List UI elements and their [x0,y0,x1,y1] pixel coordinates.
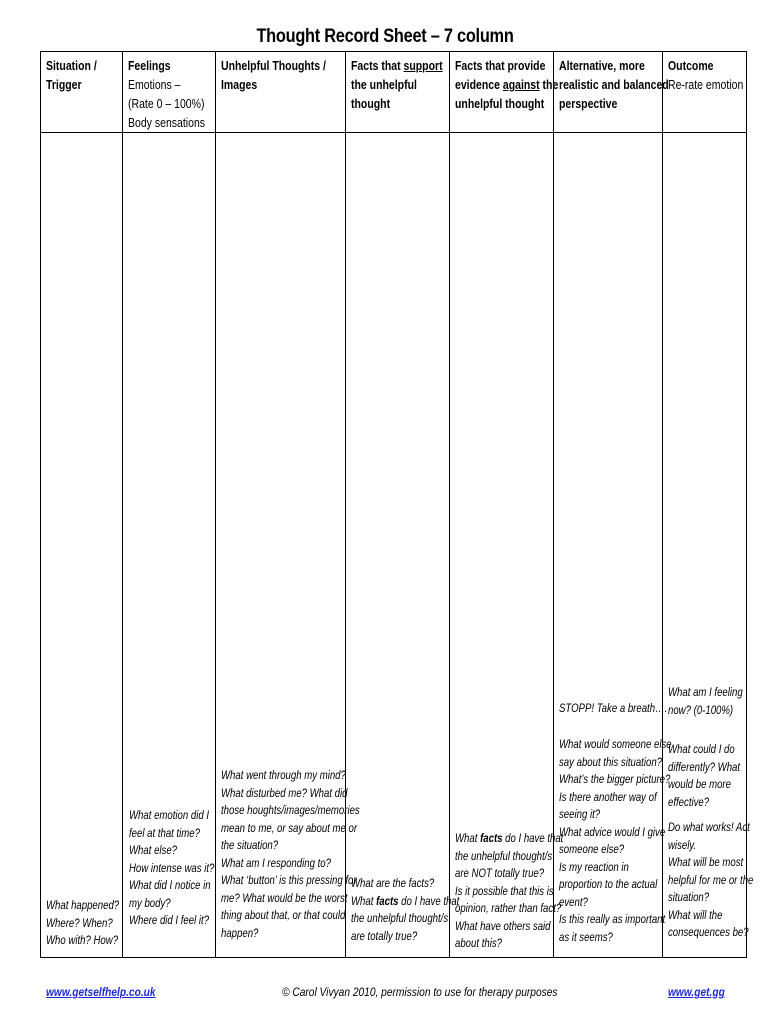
prompt-unhelpful-thoughts: What went through my mind? What disturbed me? What did those houghts/images/memories mean to me, or say about me or the situation? What am I responding to? What ‘button’ is this pressing for me? What would be the worst thing about that, or that could happen? [221,768,360,940]
stop-prompt: STOPP! Take a breath…. [559,701,668,715]
prompt-situation: What happened? Where? When? Who with? How? [46,898,120,947]
column-heading-alternative: Alternative, more realistic and balanced perspective [559,59,669,111]
prompt-feelings: What emotion did I feel at that time? What else? How intense was it? What did I notice in my body? Where did I feel it? [129,808,215,927]
prompt-facts-support: What are the facts? What facts do I have that the unhelpful thought/s are totally true? [351,876,460,943]
column-divider [449,52,450,957]
column-heading-unhelpful-thoughts: Unhelpful Thoughts / Images [221,59,326,92]
prompt-outcome-rerate: What am I feeling now? (0-100%) [668,685,743,717]
footer-link-getselfhelp[interactable]: www.getselfhelp.co.uk [46,985,156,999]
column-divider [553,52,554,957]
prompt-outcome: What could I do differently? What would be more effective? Do what works! Act wisely. What will be most helpful for me or the situation? What will the consequences be? [668,742,754,939]
column-heading-facts-support: Facts that support the unhelpful thought [351,59,443,111]
column-heading-situation: Situation / Trigger [46,59,97,92]
column-heading-outcome: Outcome Re-rate emotion [668,59,744,92]
thought-record-table [40,51,754,958]
footer-copyright: © Carol Vivyan 2010, permission to use for therapy purposes [282,985,558,999]
column-heading-facts-against: Facts that provide evidence against the unhelpful thought [455,59,559,111]
page-title: Thought Record Sheet – 7 column [256,26,514,47]
footer-link-getgg[interactable]: www.get.gg [668,985,725,999]
column-divider [215,52,216,957]
prompt-alternative: What would someone else say about this situation? What’s the bigger picture? Is there another way of seeing it? What advice would I give someone else? Is my reaction in proportion to the actual event? Is this really as important as it seems? [559,737,672,944]
prompt-facts-against: What facts do I have that the unhelpful thought/s are NOT totally true? Is it possible that this is opinion, rather than fact? What have others said about this? [455,831,564,950]
column-heading-feelings: Feelings Emotions – (Rate 0 – 100%) Body sensations [128,59,206,130]
column-divider [122,52,123,957]
